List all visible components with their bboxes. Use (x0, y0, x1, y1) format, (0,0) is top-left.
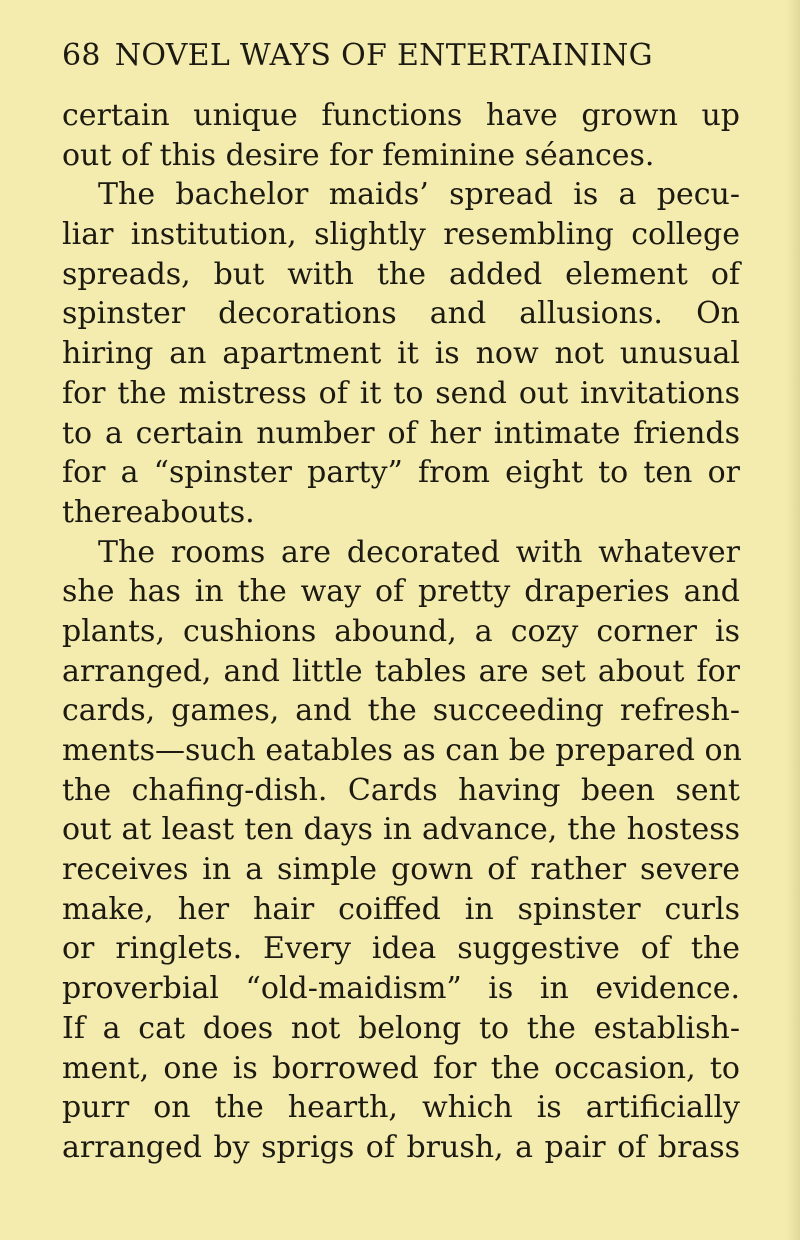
text-line: liar institution, slightly resembling college (62, 217, 740, 253)
text-line: If a cat does not belong to the establish- (62, 1010, 740, 1046)
text-line: ments—such eatables as can be prepared on (62, 733, 742, 768)
text-line: to a certain number of her intimate friends (62, 415, 740, 451)
text-line: for the mistress of it to send out invitations (62, 375, 740, 411)
text-line: thereabouts. (62, 494, 255, 530)
text-line: out at least ten days in advance, the hostess (62, 812, 740, 848)
text-line: proverbial “old-maidism” is in evidence. (62, 971, 740, 1007)
text-line: The rooms are decorated with whatever (98, 534, 740, 570)
page-edge-shadow (786, 0, 800, 1240)
page-number: 68 (62, 38, 101, 73)
text-line: spinster decorations and allusions. On (62, 296, 740, 332)
text-line: plants, cushions abound, a cozy corner is (62, 613, 740, 649)
text-line: the chafing-dish. Cards having been sent (62, 772, 740, 808)
running-title: NOVEL WAYS OF ENTERTAINING (114, 38, 653, 73)
text-line: out of this desire for feminine séances. (62, 137, 655, 173)
text-line: cards, games, and the succeeding refresh- (62, 693, 740, 729)
text-line: spreads, but with the added element of (62, 256, 740, 292)
text-line: certain unique functions have grown up (62, 98, 740, 133)
text-line: receives in a simple gown of rather severe (62, 852, 740, 888)
text-line: for a “spinster party” from eight to ten or (62, 455, 740, 491)
text-line: The bachelor maids’ spread is a pecu- (98, 177, 740, 213)
body-text (62, 96, 740, 1168)
running-head (62, 38, 740, 74)
text-line: ment, one is borrowed for the occasion, to (62, 1050, 740, 1086)
text-line: purr on the hearth, which is artificially (62, 1090, 740, 1126)
text-line: she has in the way of pretty draperies and (62, 574, 740, 610)
text-line: arranged by sprigs of brush, a pair of brass (62, 1129, 740, 1165)
text-line: hiring an apartment it is now not unusual (62, 336, 740, 372)
text-line: or ringlets. Every idea suggestive of the (62, 931, 740, 967)
text-line: arranged, and little tables are set about for (62, 653, 740, 689)
text-line: make, her hair coiffed in spinster curls (62, 891, 740, 927)
